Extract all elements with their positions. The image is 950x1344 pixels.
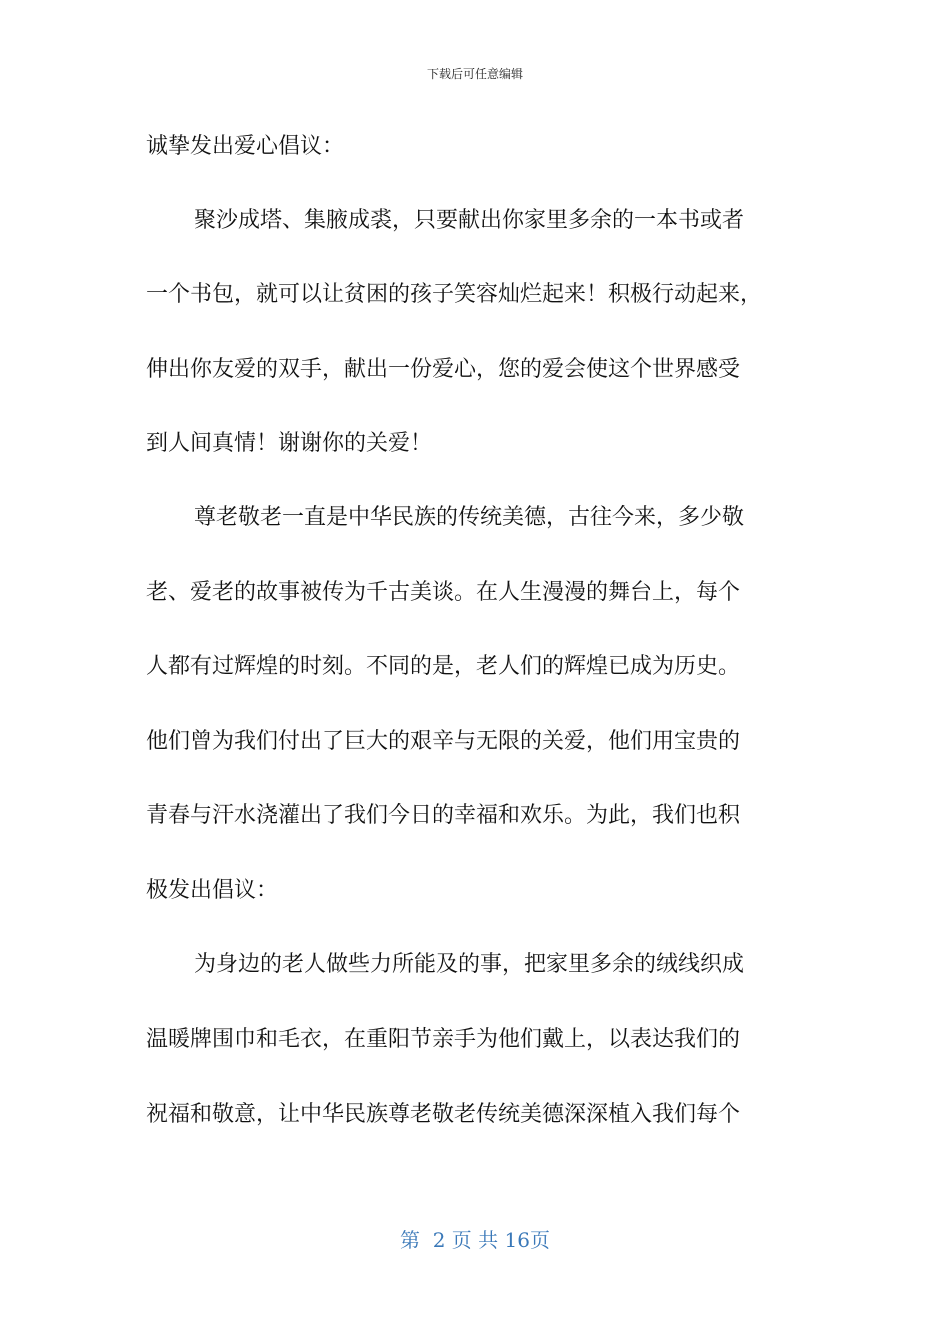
body-line: 他们曾为我们付出了巨大的艰辛与无限的关爱，他们用宝贵的 [146,729,741,754]
body-line: 温暖牌围巾和毛衣，在重阳节亲手为他们戴上，以表达我们的 [146,1027,741,1052]
body-line: 诚挚发出爱心倡议： [146,134,345,159]
body-line: 青春与汗水浇灌出了我们今日的幸福和欢乐。为此，我们也积 [146,803,741,828]
body-line: 到人间真情！谢谢你的关爱！ [146,431,433,456]
body-line: 一个书包，就可以让贫困的孩子笑容灿烂起来！积极行动起来， [146,282,763,307]
body-line: 老、爱老的故事被传为千古美谈。在人生漫漫的舞台上，每个 [146,580,741,605]
body-line: 伸出你友爱的双手，献出一份爱心，您的爱会使这个世界感受 [146,357,741,382]
body-line: 祝福和敬意，让中华民族尊老敬老传统美德深深植入我们每个 [146,1102,741,1127]
body-line: 尊老敬老一直是中华民族的传统美德，古往今来，多少敬 [194,505,745,530]
page-number-footer: 第 2 页 共 16页 [400,1228,550,1252]
body-line: 人都有过辉煌的时刻。不同的是，老人们的辉煌已成为历史。 [146,654,741,679]
body-line: 为身边的老人做些力所能及的事，把家里多余的绒线织成 [194,952,745,977]
body-line: 极发出倡议： [146,878,279,903]
body-line: 聚沙成塔、集腋成裘，只要献出你家里多余的一本书或者 [194,208,745,233]
page-header: 下载后可任意编辑 [426,67,523,81]
